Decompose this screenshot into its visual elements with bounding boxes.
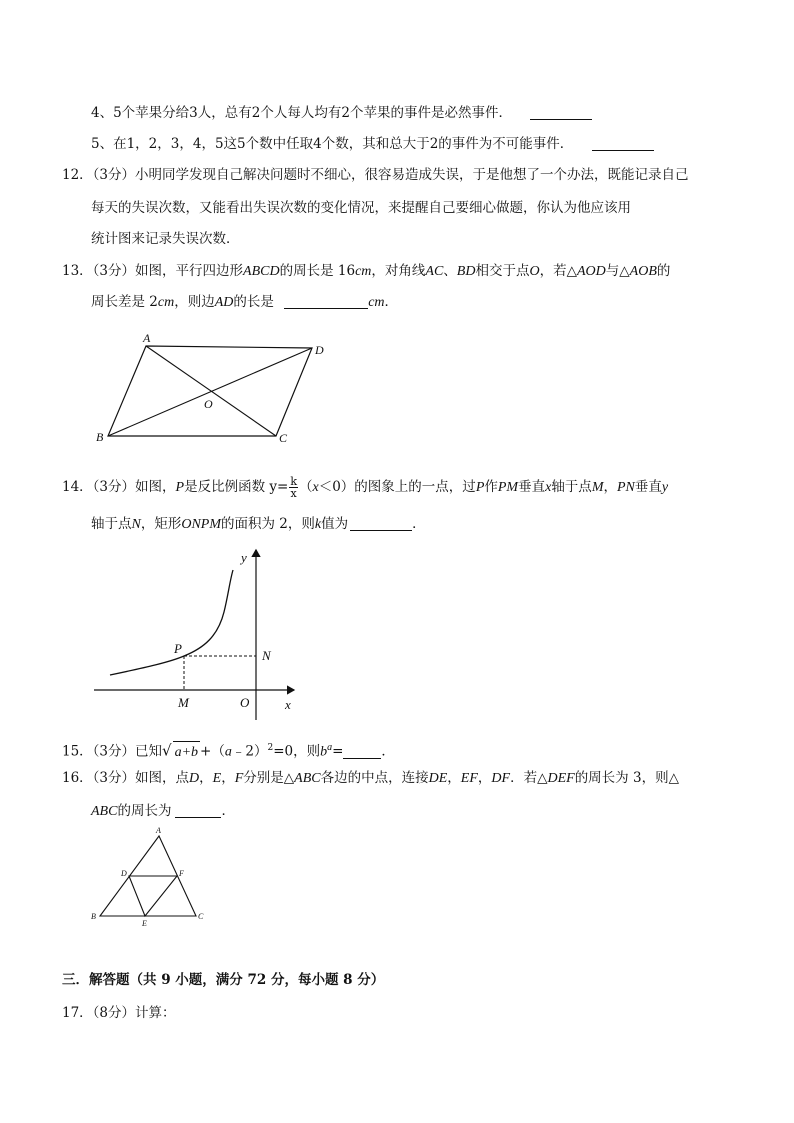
question-14-line-2: 轴于点N，矩形ONPM的面积为 2，则k值为 ． bbox=[91, 516, 426, 532]
triangle-def bbox=[129, 876, 177, 916]
label-n: N bbox=[262, 648, 271, 663]
axis-label-x: x bbox=[285, 697, 291, 712]
label-m: M bbox=[178, 695, 189, 710]
answer-blank-15[interactable] bbox=[343, 744, 381, 759]
answer-blank-13[interactable] bbox=[284, 294, 368, 309]
label-b: B bbox=[91, 912, 96, 921]
label-e: E bbox=[142, 919, 147, 928]
label-o: O bbox=[204, 397, 213, 411]
question-12-line-1: 12．（3分）小明同学发现自己解决问题时不细心，很容易造成失误，于是他想了一个办法，既能记录自己 bbox=[62, 167, 689, 183]
label-d: D bbox=[121, 869, 127, 878]
question-16-line-2: ABC的周长为 ． bbox=[91, 803, 235, 819]
label-p: P bbox=[174, 641, 182, 656]
axis-label-y: y bbox=[241, 550, 247, 565]
statement-4: 4、5个苹果分给3人，总有2个人每人均有2个苹果的事件是必然事件． bbox=[91, 103, 592, 123]
question-17: 17．（8分）计算： bbox=[62, 1005, 176, 1021]
question-12-line-3: 统计图来记录失误次数． bbox=[91, 231, 240, 247]
label-c: C bbox=[279, 431, 288, 445]
statement-5: 5、在1，2，3，4，5这5个数中任取4个数，其和总大于2的事件为不可能事件． bbox=[91, 134, 654, 154]
label-a: A bbox=[143, 331, 151, 345]
question-16-line-1: 16．（3分）如图，点D，E，F分别是△ABC各边的中点，连接DE，EF，DF．若△DEF的周长为 3，则△ bbox=[62, 770, 679, 786]
parallelogram-figure bbox=[90, 330, 340, 450]
hyperbola-curve bbox=[110, 570, 233, 675]
answer-blank-5[interactable] bbox=[592, 136, 654, 151]
answer-blank-16[interactable] bbox=[175, 803, 221, 818]
label-c: C bbox=[198, 912, 204, 921]
label-d: D bbox=[315, 343, 324, 357]
answer-blank-14[interactable] bbox=[350, 516, 412, 531]
section-3-title: 三．解答题（共 9 小题，满分 72 分，每小题 8 分） bbox=[62, 972, 385, 988]
question-13-line-2: 周长差是 2cm，则边AD的长是 cm． bbox=[91, 294, 399, 310]
hyperbola-figure bbox=[88, 544, 308, 724]
midpoint-triangle-figure bbox=[86, 824, 216, 934]
radical-a-plus-b: a+b bbox=[173, 741, 200, 763]
answer-blank-4[interactable] bbox=[530, 105, 592, 120]
question-13-line-1: 13．（3分）如图，平行四边形ABCD的周长是 16cm，对角线AC、BD相交于点O，若△AOD与△AOB的 bbox=[62, 263, 671, 279]
label-f: F bbox=[179, 869, 184, 878]
fraction-k-over-x: $\frac{k}{x}$ bbox=[290, 475, 297, 500]
label-o: O bbox=[240, 695, 250, 710]
label-a: A bbox=[156, 826, 161, 835]
question-12-line-2: 每天的失误次数，又能看出失误次数的变化情况，来提醒自己要细心做题，你认为他应该用 bbox=[91, 200, 631, 216]
question-15: 15．（3分）已知√ a+b +（a﹣2）$^2$=0，则$b^a=$ ． bbox=[62, 738, 395, 763]
label-b: B bbox=[96, 430, 104, 444]
question-14-line-1: 14．（3分）如图，P是反比例函数 y= $\frac{k}{x}$ （x＜0）的图象上的一点，过P作PM垂直x轴于点M，PN垂直y bbox=[62, 475, 669, 500]
